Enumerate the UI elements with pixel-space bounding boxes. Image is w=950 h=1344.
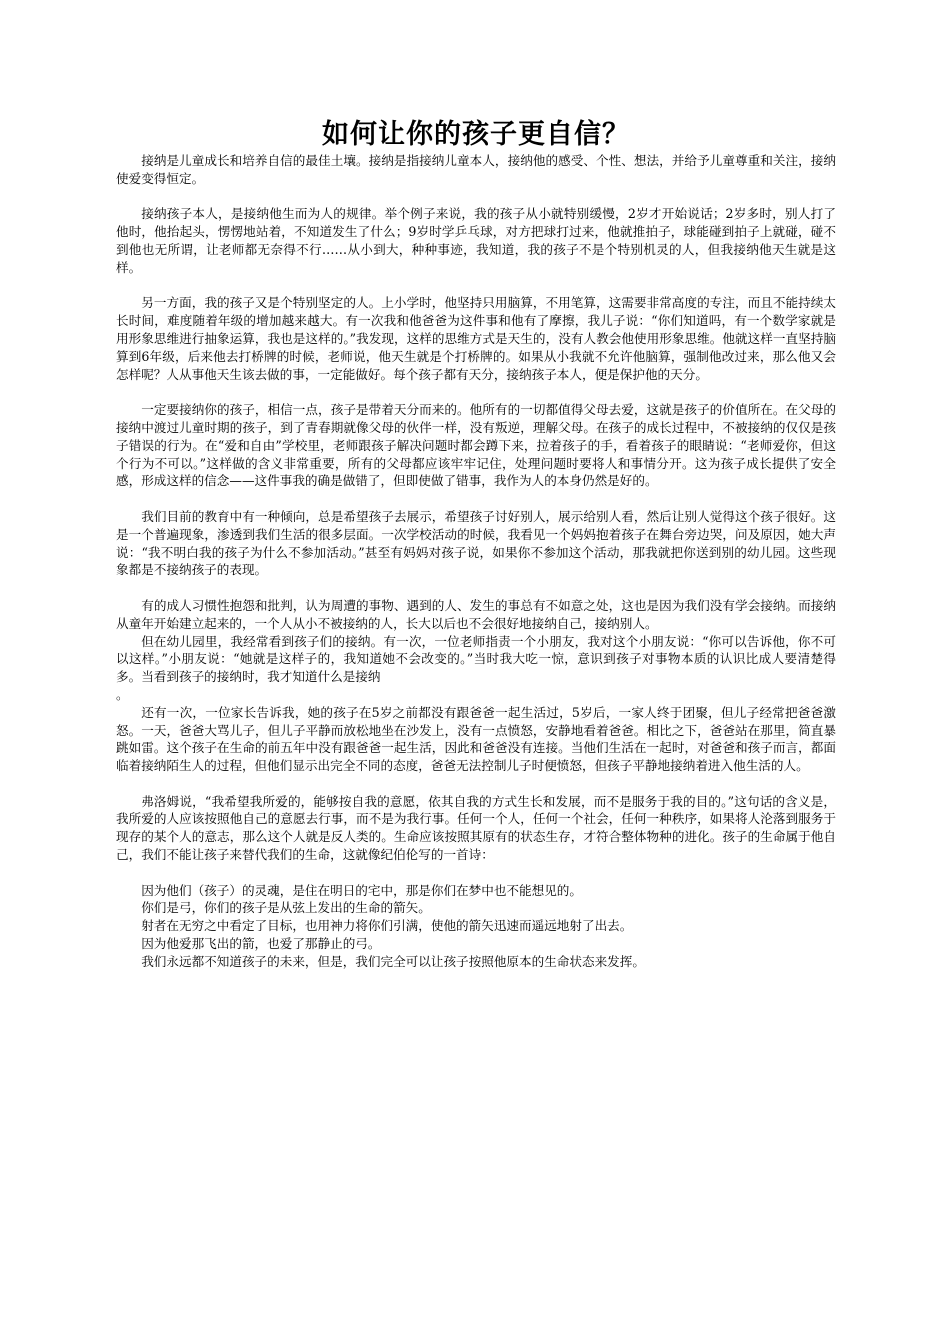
- paragraph-4: 一定要接纳你的孩子，相信一点，孩子是带着天分而来的。他所有的一切都值得父母去爱，这就是孩子的价值所在。在父母的接纳中渡过儿童时期的孩子，到了青春期就像父母的伙伴一样，没有叛逆，理解父母。在孩子的成长过程中，不被接纳的仅仅是孩子错误的行为。在“爱和自由”学校里，老师跟孩子解决问题时都会蹲下来，拉着孩子的手，看着孩子的眼睛说：“老师爱你，但这个行为不可以。”这样做的含义非常重要，所有的父母都应该牢牢记住，处理问题时要将人和事情分开。这为孩子成长提供了安全感，形成这样的信念——这件事我的确是做错了，但即使做了错事，我作为人的本身仍然是好的。: [116, 402, 836, 489]
- paragraph-gap: [116, 579, 836, 597]
- paragraph-6: 有的成人习惯性抱怨和批判，认为周遭的事物、遇到的人、发生的事总有不如意之处，这也是因为我们没有学会接纳。而接纳从童年开始建立起来的，一个人从小不被接纳的人，长大以后也不会很好地接纳自己，接纳别人。: [116, 597, 836, 631]
- page-title: 如何让你的孩子更自信？: [322, 119, 630, 150]
- paragraph-9: 弗洛姆说，“我希望我所爱的，能够按自我的意愿，依其自我的方式生长和发展，而不是服务于我的目的。”这句话的含义是，我所爱的人应该按照他自己的意愿去行事，而不是为我行事。任何一个人，任何一个社会，任何一种秩序，如果将人沦落到服务于现存的某个人的意志，那么这个人就是反人类的。生命应该按照其原有的状态生存，才符合整体物种的进化。孩子的生命属于他自己，我们不能让孩子来替代我们的生命，这就像纪伯伦写的一首诗：: [116, 793, 836, 863]
- paragraph-gap: [116, 277, 836, 295]
- paragraph-8: 还有一次，一位家长告诉我，她的孩子在5岁之前都没有跟爸爸一起生活过，5岁后，一家人终于团聚，但儿子经常把爸爸激怒。一天，爸爸大骂儿子，但儿子平静而放松地坐在沙发上，没有一点愤怒，安静地看着爸爸。相比之下，爸爸站在那里，简直暴跳如雷。这个孩子在生命的前五年中没有跟爸爸一起生活，因此和爸爸没有连接。当他们生活在一起时，对爸爸和孩子而言，都面临着接纳陌生人的过程，但他们显示出完全不同的态度，爸爸无法控制儿子时便愤怒，但孩子平静地接纳着进入他生活的人。: [116, 704, 836, 774]
- paragraph-gap: [116, 188, 836, 206]
- poem-line-3: 射者在无穷之中看定了目标，也用神力将你们引满，使他的箭矢迅速而遥远地射了出去。: [141, 918, 633, 934]
- paragraph-2: 接纳孩子本人，是接纳他生而为人的规律。举个例子来说，我的孩子从小就特别缓慢，2岁才开始说话；2岁多时，别人打了他时，他抬起头，愣愣地站着，不知道发生了什么；9岁时学乒乓球，对方把球打过来，他就推拍子，球能碰到拍子上就碰，碰不到他也无所谓，让老师都无奈得不行……从小到大，种种事迹，我知道，我的孩子不是个特别机灵的人，但我接纳他天生就是这样。: [116, 206, 836, 275]
- paragraph-gap: [116, 864, 836, 882]
- paragraph-gap: [116, 490, 836, 508]
- paragraph-gap: [116, 775, 836, 793]
- poem-line-1: 因为他们（孩子）的灵魂，是住在明日的宅中，那是你们在梦中也不能想见的。: [141, 882, 582, 898]
- paragraph-5: 我们目前的教育中有一种倾向，总是希望孩子去展示，希望孩子讨好别人，展示给别人看，然后让别人觉得这个孩子很好。这是一个普遍现象，渗透到我们生活的很多层面。一次学校活动的时候，我看见一个妈妈抱着孩子在舞台旁边哭，问及原因，她大声说：“我不明白我的孩子为什么不参加活动。”甚至有妈妈对孩子说，如果你不参加这个活动，那我就把你送到别的幼儿园。这些现象都是不接纳孩子的表现。: [116, 508, 836, 578]
- poem-line-5: 我们永远都不知道孩子的未来，但是，我们完全可以让孩子按照他原本的生命状态来发挥。: [141, 953, 645, 969]
- poem-line-4: 因为他爱那飞出的箭，也爱了那静止的弓。: [141, 936, 381, 952]
- paragraph-7: 但在幼儿园里，我经常看到孩子们的接纳。有一次，一位老师指责一个小朋友，我对这个小朋友说：“你可以告诉他，你不可以这样。”小朋友说：“她就是这样子的，我知道她不会改变的。”当时我大吃一惊，意识到孩子对事物本质的认识比成人要清楚得多。当看到孩子的接纳时，我才知道什么是接纳: [116, 633, 836, 685]
- paragraph-gap: [116, 383, 836, 401]
- document-page: [116, 118, 836, 971]
- poem-line-2: 你们是弓，你们的孩子是从弦上发出的生命的箭矢。: [141, 900, 431, 916]
- paragraph-3: 另一方面，我的孩子又是个特别坚定的人。上小学时，他坚持只用脑算，不用笔算，这需要非常高度的专注，而且不能持续太长时间，难度随着年级的增加越来越大。有一次我和他爸爸为这件事和他有了摩擦，我儿子说：“你们知道吗，有一个数学家就是用形象思维进行抽象运算，我也是这样的。”我发现，这样的思维方式是天生的，没有人教会他使用形象思维。他就这样一直坚持脑算到6年级，后来他去打桥牌的时候，老师说，他天生就是个打桥牌的。如果从小我就不允许他脑算，强制他改过来，那么他又会怎样呢？人从事他天生该去做的事，一定能做好。每个孩子都有天分，接纳孩子本人，便是保护他的天分。: [116, 295, 836, 382]
- paragraph-7-tail: 。: [116, 686, 129, 702]
- paragraph-1: 接纳是儿童成长和培养自信的最佳土壤。接纳是指接纳儿童本人，接纳他的感受、个性、想法，并给予儿童尊重和关注，接纳使爱变得恒定。: [116, 153, 836, 186]
